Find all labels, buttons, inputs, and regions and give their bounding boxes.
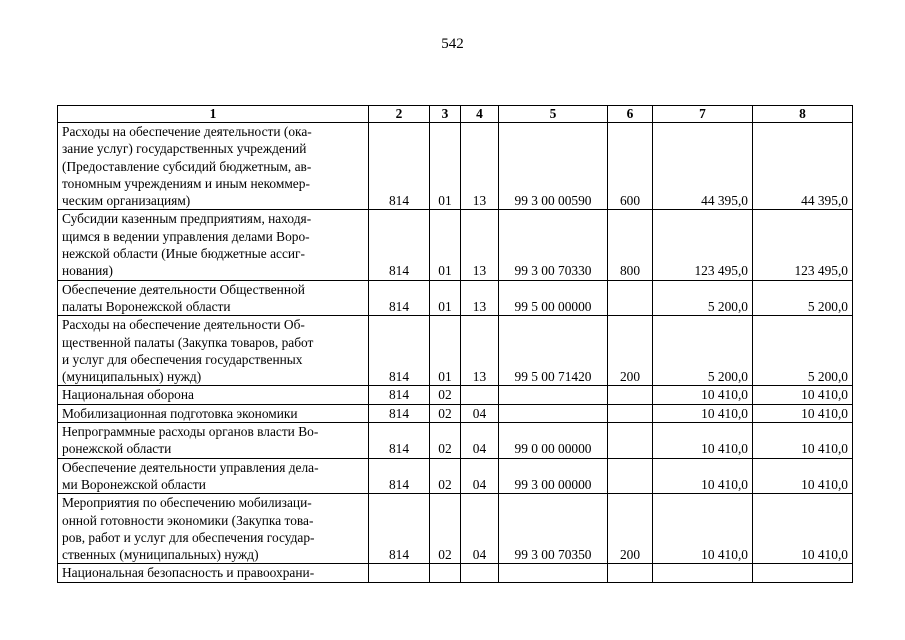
cell-amount-year2 (753, 564, 853, 582)
cell-section: 02 (430, 386, 461, 404)
header-cell: 8 (753, 106, 853, 123)
cell-ved: 814 (369, 458, 430, 494)
cell-target-article: 99 5 00 71420 (499, 316, 608, 386)
row-name-cell (58, 404, 369, 422)
cell-section: 02 (430, 423, 461, 459)
cell-expense-type (608, 458, 653, 494)
cell-target-article (499, 386, 608, 404)
cell-target-article (499, 404, 608, 422)
row-name-line: нежской области (Иные бюджетные ассиг- (62, 246, 306, 262)
cell-subsection: 04 (461, 494, 499, 564)
table-row (58, 210, 853, 280)
row-name-cell (58, 564, 369, 582)
cell-section: 02 (430, 404, 461, 422)
cell-ved: 814 (369, 494, 430, 564)
row-name-line: ров, работ и услуг для обеспечения государ- (62, 529, 315, 545)
cell-expense-type (608, 386, 653, 404)
row-name-line: ственных (муниципальных) нужд) (62, 547, 259, 563)
row-name-line: Национальная оборона (62, 387, 194, 403)
cell-amount-year1 (653, 564, 753, 582)
cell-expense-type: 800 (608, 210, 653, 280)
cell-section: 01 (430, 210, 461, 280)
cell-ved: 814 (369, 280, 430, 316)
row-name-cell (58, 316, 369, 386)
row-name-line: онной готовности экономики (Закупка това- (62, 512, 314, 528)
row-name-cell (58, 123, 369, 210)
cell-amount-year2: 5 200,0 (753, 316, 853, 386)
cell-ved: 814 (369, 316, 430, 386)
cell-expense-type (608, 280, 653, 316)
cell-amount-year2: 10 410,0 (753, 423, 853, 459)
row-name-line: Субсидии казенным предприятиям, находя- (62, 211, 312, 227)
header-cell: 5 (499, 106, 608, 123)
row-name-line: ронежской области (62, 441, 172, 457)
row-name-line: Мобилизационная подготовка экономики (62, 405, 298, 421)
row-name-line: щественной палаты (Закупка товаров, работ (62, 334, 314, 350)
cell-target-article: 99 5 00 00000 (499, 280, 608, 316)
cell-section: 02 (430, 458, 461, 494)
table-row (58, 280, 853, 316)
table-row (58, 404, 853, 422)
row-name-cell (58, 386, 369, 404)
cell-expense-type: 600 (608, 123, 653, 210)
row-name-cell (58, 423, 369, 459)
cell-expense-type: 200 (608, 316, 653, 386)
table-header-row (58, 106, 853, 123)
row-name-cell (58, 210, 369, 280)
cell-subsection: 13 (461, 123, 499, 210)
cell-expense-type: 200 (608, 494, 653, 564)
row-name-line: Расходы на обеспечение деятельности (ока- (62, 124, 312, 139)
row-name-line: тономным учреждениям и иным некоммер- (62, 175, 310, 191)
cell-amount-year1: 44 395,0 (653, 123, 753, 210)
cell-amount-year2: 10 410,0 (753, 458, 853, 494)
cell-amount-year1: 10 410,0 (653, 458, 753, 494)
table-row (58, 123, 853, 210)
cell-subsection: 13 (461, 316, 499, 386)
table-row (58, 458, 853, 494)
cell-target-article: 99 3 00 00000 (499, 458, 608, 494)
row-name-line: Мероприятия по обеспечению мобилизаци- (62, 495, 312, 511)
cell-subsection: 13 (461, 280, 499, 316)
cell-section: 01 (430, 280, 461, 316)
table-row (58, 316, 853, 386)
row-name-line: Обеспечение деятельности Общественной (62, 281, 305, 297)
cell-amount-year1: 10 410,0 (653, 494, 753, 564)
cell-amount-year2: 44 395,0 (753, 123, 853, 210)
cell-section: 01 (430, 316, 461, 386)
cell-amount-year2: 10 410,0 (753, 386, 853, 404)
budget-table (57, 105, 853, 583)
row-name-cell (58, 280, 369, 316)
cell-section (430, 564, 461, 582)
cell-expense-type (608, 404, 653, 422)
cell-target-article: 99 3 00 00590 (499, 123, 608, 210)
cell-amount-year1: 10 410,0 (653, 423, 753, 459)
row-name-line: палаты Воронежской области (62, 298, 231, 314)
cell-subsection (461, 386, 499, 404)
row-name-line: Непрограммные расходы органов власти Во- (62, 424, 319, 440)
cell-subsection (461, 564, 499, 582)
row-name-line: Обеспечение деятельности управления дела- (62, 459, 319, 475)
table-row (58, 494, 853, 564)
header-cell: 4 (461, 106, 499, 123)
table-row (58, 386, 853, 404)
cell-amount-year1: 5 200,0 (653, 280, 753, 316)
cell-subsection: 04 (461, 458, 499, 494)
row-name-line: нования) (62, 263, 113, 279)
table-body (58, 123, 853, 583)
cell-ved: 814 (369, 423, 430, 459)
header-cell: 2 (369, 106, 430, 123)
cell-amount-year1: 10 410,0 (653, 386, 753, 404)
header-cell: 6 (608, 106, 653, 123)
cell-amount-year1: 123 495,0 (653, 210, 753, 280)
row-name-line: ческим организациям) (62, 193, 191, 209)
cell-amount-year1: 5 200,0 (653, 316, 753, 386)
header-cell: 7 (653, 106, 753, 123)
header-cell: 1 (58, 106, 369, 123)
row-name-cell (58, 494, 369, 564)
row-name-line: Расходы на обеспечение деятельности Об- (62, 317, 305, 333)
cell-expense-type (608, 564, 653, 582)
cell-amount-year2: 10 410,0 (753, 494, 853, 564)
table-row (58, 423, 853, 459)
row-name-line: (муниципальных) нужд) (62, 369, 202, 385)
cell-subsection: 13 (461, 210, 499, 280)
page-number: 542 (441, 36, 464, 52)
row-name-line: и услуг для обеспечения государственных (62, 351, 303, 367)
row-name-line: щимся в ведении управления делами Воро- (62, 228, 310, 244)
cell-target-article: 99 0 00 00000 (499, 423, 608, 459)
cell-ved: 814 (369, 404, 430, 422)
row-name-cell (58, 458, 369, 494)
row-name-line: ми Воронежской области (62, 476, 206, 492)
cell-subsection: 04 (461, 423, 499, 459)
cell-amount-year2: 5 200,0 (753, 280, 853, 316)
cell-subsection: 04 (461, 404, 499, 422)
cell-section: 01 (430, 123, 461, 210)
table-row (58, 564, 853, 582)
row-name-line: (Предоставление субсидий бюджетным, ав- (62, 158, 312, 174)
cell-target-article: 99 3 00 70350 (499, 494, 608, 564)
cell-ved: 814 (369, 123, 430, 210)
cell-ved (369, 564, 430, 582)
cell-ved: 814 (369, 386, 430, 404)
cell-target-article (499, 564, 608, 582)
header-cell: 3 (430, 106, 461, 123)
cell-amount-year2: 10 410,0 (753, 404, 853, 422)
cell-amount-year2: 123 495,0 (753, 210, 853, 280)
cell-target-article: 99 3 00 70330 (499, 210, 608, 280)
row-name-line: Национальная безопасность и правоохрани- (62, 565, 315, 581)
cell-ved: 814 (369, 210, 430, 280)
cell-expense-type (608, 423, 653, 459)
cell-section: 02 (430, 494, 461, 564)
cell-amount-year1: 10 410,0 (653, 404, 753, 422)
row-name-line: зание услуг) государственных учреждений (62, 141, 307, 157)
